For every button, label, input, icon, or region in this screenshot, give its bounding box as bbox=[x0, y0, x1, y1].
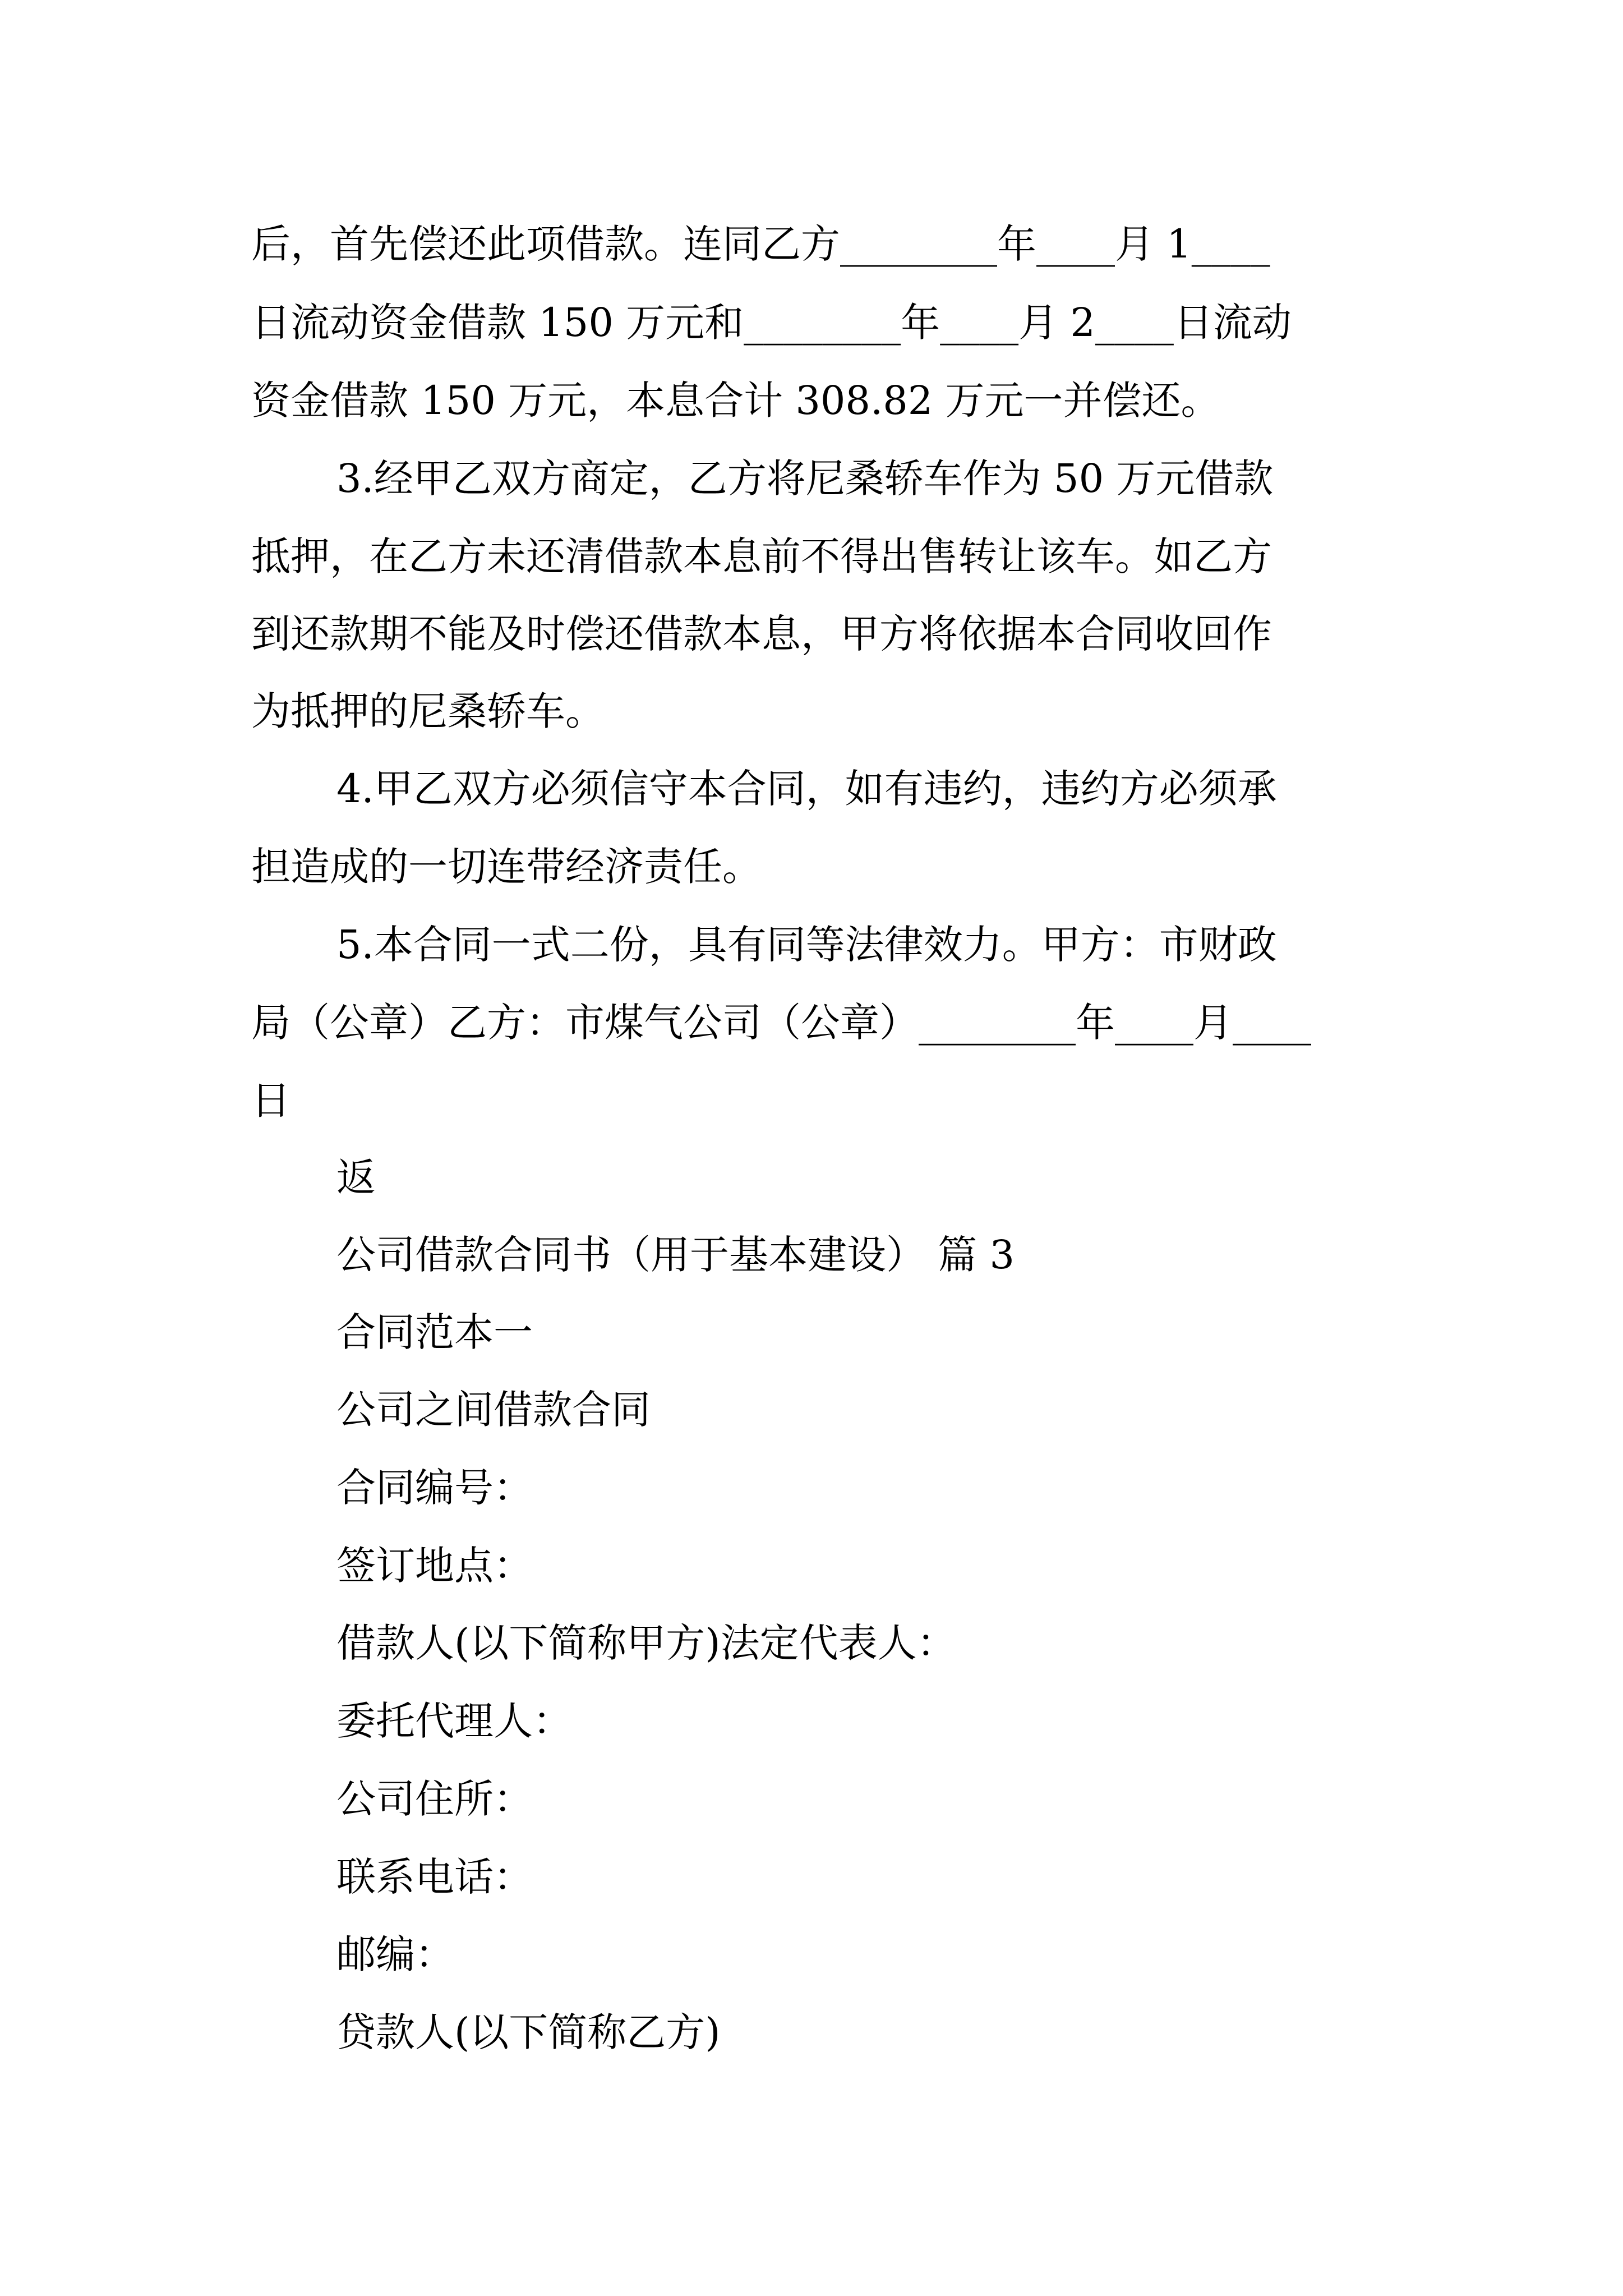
list-item: 公司借款合同书（用于基本建设） 篇 3 bbox=[336, 1232, 1015, 1278]
list-item: 贷款人(以下简称乙方) bbox=[336, 2009, 721, 2055]
paragraph-line: 担造成的一切连带经济责任。 bbox=[251, 844, 762, 890]
list-item: 公司住所： bbox=[336, 1776, 533, 1822]
list-item: 公司之间借款合同 bbox=[336, 1387, 651, 1433]
paragraph-line: 局（公章）乙方：市煤气公司（公章）________年____月____ bbox=[251, 1000, 1311, 1046]
paragraph-line: 3.经甲乙双方商定，乙方将尼桑轿车作为 50 万元借款 bbox=[336, 455, 1274, 501]
list-item: 合同编号： bbox=[336, 1465, 533, 1511]
list-item: 返 bbox=[336, 1154, 376, 1200]
list-item: 签订地点： bbox=[336, 1543, 533, 1589]
paragraph-line: 后，首先偿还此项借款。连同乙方________年____月 1____ bbox=[251, 221, 1270, 267]
list-item: 借款人(以下简称甲方)法定代表人： bbox=[336, 1620, 956, 1666]
paragraph-line: 为抵押的尼桑轿车。 bbox=[251, 688, 605, 734]
list-item: 联系电话： bbox=[336, 1854, 533, 1900]
list-item: 邮编： bbox=[336, 1931, 454, 1977]
paragraph-line: 日 bbox=[251, 1078, 291, 1124]
paragraph-line: 到还款期不能及时偿还借款本息，甲方将依据本合同收回作 bbox=[251, 611, 1272, 657]
list-item: 合同范本一 bbox=[336, 1309, 533, 1355]
paragraph-line: 日流动资金借款 150 万元和________年____月 2____日流动 bbox=[251, 300, 1292, 346]
paragraph-line: 5.本合同一式二份，具有同等法律效力。甲方：市财政 bbox=[336, 922, 1277, 968]
paragraph-line: 4.甲乙双方必须信守本合同，如有违约，违约方必须承 bbox=[336, 766, 1277, 812]
list-item: 委托代理人： bbox=[336, 1698, 572, 1744]
paragraph-line: 抵押，在乙方未还清借款本息前不得出售转让该车。如乙方 bbox=[251, 533, 1272, 579]
paragraph-line: 资金借款 150 万元，本息合计 308.82 万元一并偿还。 bbox=[251, 378, 1220, 424]
